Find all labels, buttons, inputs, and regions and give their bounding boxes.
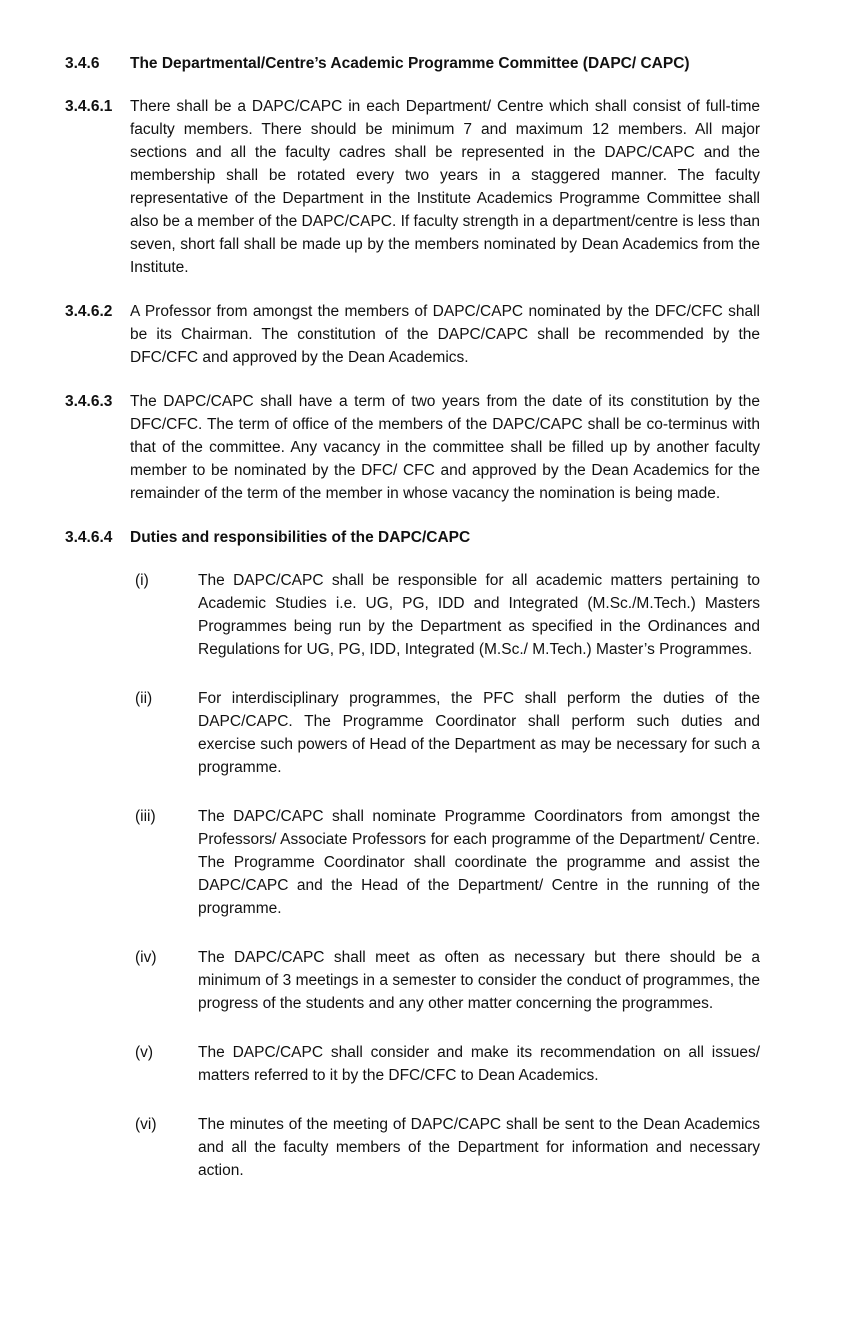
- duty-marker: (iii): [135, 808, 156, 825]
- section-number: 3.4.6.3: [65, 393, 113, 410]
- section-number: 3.4.6: [65, 55, 100, 72]
- duty-item-iii: [135, 805, 760, 920]
- section-title: Duties and responsibilities of the DAPC/CAPC: [130, 529, 471, 546]
- section-number: 3.4.6.2: [65, 303, 113, 320]
- duty-body: The DAPC/CAPC shall be responsible for all academic matters pertaining to Academic Studies i.e. UG, PG, IDD and Integrated (M.Sc./M.Tech.) Masters Programmes being run by the Department as specified in the Ordinances and Regulations for UG, PG, IDD, Integrated (M.Sc./ M.Tech.) Master’s Programmes.: [198, 572, 760, 658]
- duty-item-v: [135, 1041, 760, 1087]
- duty-body: The DAPC/CAPC shall nominate Programme Coordinators from amongst the Professors/ Associate Professors for each programme of the Department/ Centre. The Programme Coordinator shall coordinate the programme and assist the DAPC/CAPC and the Head of the Department/ Centre in the running of the programme.: [198, 808, 760, 917]
- duty-marker: (iv): [135, 949, 157, 966]
- duty-body: The DAPC/CAPC shall meet as often as necessary but there should be a minimum of 3 meetings in a semester to consider the conduct of programmes, the progress of the students and any other matter concerning the programmes.: [198, 949, 760, 1012]
- section-3-4-6-heading: [65, 52, 760, 75]
- duty-body: For interdisciplinary programmes, the PFC shall perform the duties of the DAPC/CAPC. The Programme Coordinator shall perform such duties and exercise such powers of Head of the Department as may be necessary for such a programme.: [198, 690, 760, 776]
- section-3-4-6-4-heading: [65, 526, 760, 549]
- duty-item-i: [135, 569, 760, 661]
- duty-item-iv: [135, 946, 760, 1015]
- section-body: The DAPC/CAPC shall have a term of two years from the date of its constitution by the DFC/CFC. The term of office of the members of the DAPC/CAPC shall be co-terminus with that of the committee. Any vacancy in the committee shall be filled up by another faculty member to be nominated by the DFC/ CFC and approved by the Dean Academics for the remainder of the term of the member in whose vacancy the nomination is being made.: [130, 393, 760, 502]
- duty-body: The minutes of the meeting of DAPC/CAPC shall be sent to the Dean Academics and all the faculty members of the Department for information and necessary action.: [198, 1116, 760, 1179]
- duty-marker: (v): [135, 1044, 154, 1061]
- duty-item-vi: [135, 1113, 760, 1182]
- duty-marker: (vi): [135, 1116, 157, 1133]
- section-title: The Departmental/Centre’s Academic Programme Committee (DAPC/ CAPC): [130, 55, 690, 72]
- duty-marker: (ii): [135, 690, 153, 707]
- section-body: There shall be a DAPC/CAPC in each Department/ Centre which shall consist of full-time faculty members. There should be minimum 7 and maximum 12 members. All major sections and all the faculty cadres shall be represented in the DAPC/CAPC and the membership shall be rotated every two years in a staggered manner. The faculty representative of the Department in the Institute Academics Programme Committee shall also be a member of the DAPC/CAPC. If faculty strength in a department/centre is less than seven, short fall shall be made up by the members nominated by Dean Academics from the Institute.: [130, 98, 760, 276]
- section-number: 3.4.6.4: [65, 529, 113, 546]
- section-3-4-6-1: [65, 95, 760, 279]
- section-number: 3.4.6.1: [65, 98, 113, 115]
- duty-marker: (i): [135, 572, 149, 589]
- section-3-4-6-2: [65, 300, 760, 369]
- duty-body: The DAPC/CAPC shall consider and make its recommendation on all issues/ matters referred to it by the DFC/CFC to Dean Academics.: [198, 1044, 760, 1084]
- section-body: A Professor from amongst the members of DAPC/CAPC nominated by the DFC/CFC shall be its Chairman. The constitution of the DAPC/CAPC shall be recommended by the DFC/CFC and approved by the Dean Academics.: [130, 303, 760, 366]
- duty-item-ii: [135, 687, 760, 779]
- section-3-4-6-3: [65, 390, 760, 505]
